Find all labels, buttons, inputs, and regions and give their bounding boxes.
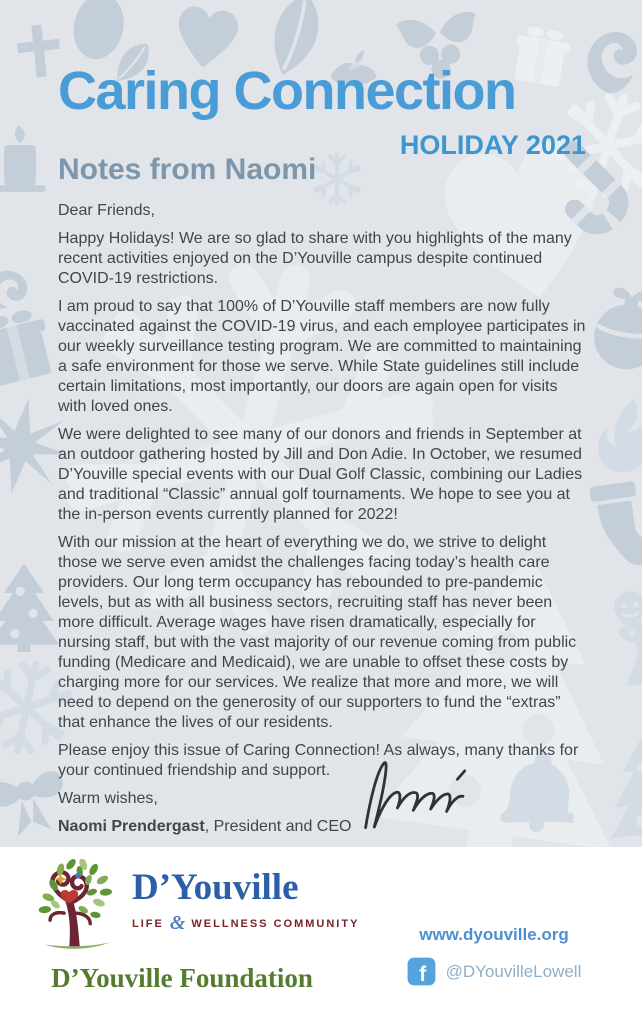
logo-tagline bbox=[132, 912, 359, 935]
tagline-life: LIFE bbox=[132, 917, 164, 930]
logo-tree-icon bbox=[32, 859, 124, 955]
paragraph-5: Please enjoy this issue of Caring Connection! As always, many thanks for your continued friendship and support. bbox=[58, 742, 579, 779]
paragraph-3: We were delighted to see many of our donors and friends in September at an outdoor gathering hosted by Jill and Don Adie. In October, we resumed D’Youville special events with our Dual Golf Classic, combining our Ladies and traditional “Classic” annual golf tournaments. We hope to see you at the in-person events currently planned for 2022! bbox=[58, 426, 583, 523]
paragraph-1: Happy Holidays! We are so glad to share with you highlights of the many recent activities enjoyed on the D’Youville campus despite continued COVID-19 restrictions. bbox=[58, 230, 572, 287]
dyouville-logo bbox=[32, 859, 359, 994]
paragraph-4: With our mission at the heart of everything we do, we strive to delight those we serve even amidst the challenges facing today’s health care providers. Our long term occupancy has rebounded to pre-pandemic levels, but as with all business sectors, recruiting staff has never been more difficult. Average wages have risen dramatically, especially for nursing staff, but with the vast majority of our revenue coming from public funding (Medicare and Medicaid), we are unable to offset these costs by charging more for our services. We realize that more and more, we will need to depend on the generosity of our supporters to fund the “extras” that enhance the lives of our residents. bbox=[58, 534, 577, 731]
gingerbread-icon bbox=[579, 582, 642, 689]
facebook-row bbox=[407, 957, 582, 986]
paragraph-2: I am proud to say that 100% of D’Youville staff members are now fully vaccinated against the COVID-19 virus, and each employee participates in our weekly surveillance testing program. We are committed to maintaining a safe environment for those we serve. While State guidelines still include certain limitations, most importantly, our doors are again open for visits with loved ones. bbox=[58, 298, 586, 415]
salutation: Dear Friends, bbox=[58, 202, 155, 219]
foundation-wordmark: D’Youville Foundation bbox=[51, 963, 313, 993]
svg-text:f: f bbox=[418, 961, 426, 986]
candle-icon bbox=[0, 122, 56, 194]
naomi-signature-icon bbox=[355, 744, 483, 840]
signoff-role: , President and CEO bbox=[204, 818, 352, 835]
logo-wordmark: D’Youville bbox=[132, 867, 299, 908]
signoff-line bbox=[58, 817, 586, 837]
letter-body bbox=[58, 201, 586, 837]
facebook-handle[interactable]: @DYouvilleLowell bbox=[445, 961, 582, 981]
flame-icon bbox=[578, 391, 642, 488]
footer-contact bbox=[404, 925, 584, 986]
tagline-wellness: WELLNESS COMMUNITY bbox=[191, 917, 360, 930]
closing: Warm wishes, bbox=[58, 790, 158, 807]
section-title: Notes from Naomi bbox=[58, 153, 317, 186]
letter-content bbox=[58, 0, 586, 845]
edition-label: HOLIDAY 2021 bbox=[399, 130, 586, 160]
page-title: Caring Connection bbox=[58, 61, 516, 121]
signoff-name: Naomi Prendergast bbox=[58, 818, 205, 835]
footer bbox=[0, 847, 642, 1024]
website-link[interactable]: www.dyouville.org bbox=[419, 925, 569, 944]
facebook-icon[interactable] bbox=[407, 957, 436, 986]
tagline-ampersand: & bbox=[169, 912, 186, 934]
